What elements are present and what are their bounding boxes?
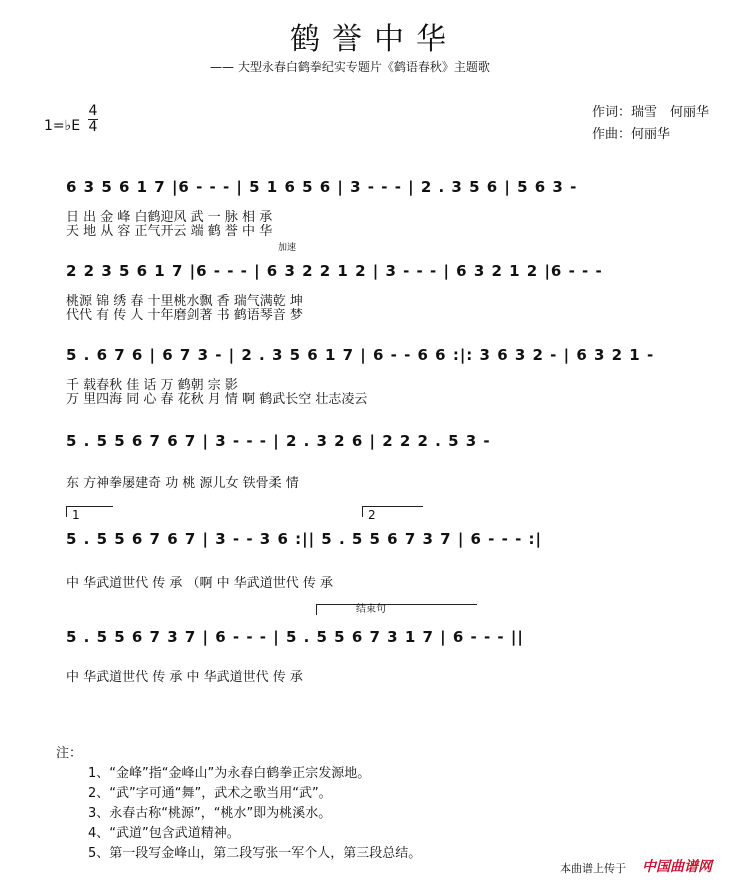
note-1: 1、“金峰”指“金峰山”为永春白鹤拳正宗发源地。 <box>88 766 371 781</box>
coda-label: 结束句 <box>356 604 386 615</box>
system-1-lyric-1: 日 出 金 峰 白鹤迎风 武 一 脉 相 承 <box>66 210 273 225</box>
system-2-lyric-1: 桃源 锦 绣 春 十里桃水飘 香 瑞气满乾 坤 <box>66 294 303 309</box>
time-signature <box>88 104 98 135</box>
notes-heading: 注： <box>56 746 83 761</box>
meter-bottom: 4 <box>88 119 98 135</box>
system-5-notation: 5 . 5 5 6 7 6 7 | 3 - - 3 6 :|| 5 . 5 5 6 7 3 7 | 6 - - - :| <box>66 530 543 548</box>
note-2: 2、“武”字可通“舞”，武术之歌当用“武”。 <box>88 786 332 801</box>
system-4-notation: 5 . 5 5 6 7 6 7 | 3 - - - | 2 . 3 2 6 | 2 2 2 . 5 3 - <box>66 432 491 450</box>
coda-bracket <box>316 604 477 615</box>
song-subtitle: —— 大型永春白鹤拳纪实专题片《鹤语春秋》主题歌 <box>210 60 490 74</box>
system-3-notation: 5 . 6 7 6 | 6 7 3 - | 2 . 3 5 6 1 7 | 6 - - 6 6 :|: 3 6 3 2 - | 6 3 2 1 - <box>66 346 655 364</box>
system-3-lyric-2: 万 里四海 同 心 春 花秋 月 情 啊 鹤武长空 壮志凌云 <box>66 392 368 407</box>
system-6-notation: 5 . 5 5 6 7 3 7 | 6 - - - | 5 . 5 5 6 7 3 1 7 | 6 - - - || <box>66 628 524 646</box>
song-title: 鹤誉中华 <box>290 22 458 57</box>
key-signature: 1=♭E <box>44 118 81 134</box>
system-1-lyric-2: 天 地 从 容 正气开云 端 鹤 誉 中 华 <box>66 224 273 239</box>
note-5: 5、第一段写金峰山，第二段写张一军个人，第三段总结。 <box>88 846 422 861</box>
accel-mark: 加速 <box>278 243 297 253</box>
site-logo: 中国曲谱网 <box>642 859 712 875</box>
system-6-lyric: 中 华武道世代 传 承 中 华武道世代 传 承 <box>66 670 303 685</box>
note-4: 4、“武道”包含武道精神。 <box>88 826 240 841</box>
note-3: 3、永春古称“桃源”，“桃水”即为桃溪水。 <box>88 806 332 821</box>
system-3-lyric-1: 千 载春秋 佳 话 万 鹤朝 宗 影 <box>66 378 238 393</box>
credits <box>592 102 709 146</box>
system-2-lyric-2: 代代 有 传 人 十年磨剑著 书 鹤语琴音 梦 <box>66 308 303 323</box>
system-5-lyric: 中 华武道世代 传 承 （啊 中 华武道世代 传 承 <box>66 576 334 591</box>
volta-2-label: 2 <box>368 508 376 522</box>
volta-1-label: 1 <box>72 508 80 522</box>
upload-note: 本曲谱上传于 <box>560 862 626 875</box>
system-2-notation: 2 2 3 5 6 1 7 |6 - - - | 6 3 2 2 1 2 | 3 - - - | 6 3 2 1 2 |6 - - - <box>66 262 603 280</box>
system-4-lyric: 东 方神拳屡建奇 功 桃 源儿女 铁骨柔 情 <box>66 476 299 491</box>
meter-top: 4 <box>88 103 98 119</box>
system-1-notation: 6 3 5 6 1 7 |6 - - - | 5 1 6 5 6 | 3 - - - | 2 . 3 5 6 | 5 6 3 - <box>66 178 578 196</box>
lyricist: 作词：瑞雪 何丽华 <box>592 105 710 120</box>
composer: 作曲：何丽华 <box>592 127 671 142</box>
